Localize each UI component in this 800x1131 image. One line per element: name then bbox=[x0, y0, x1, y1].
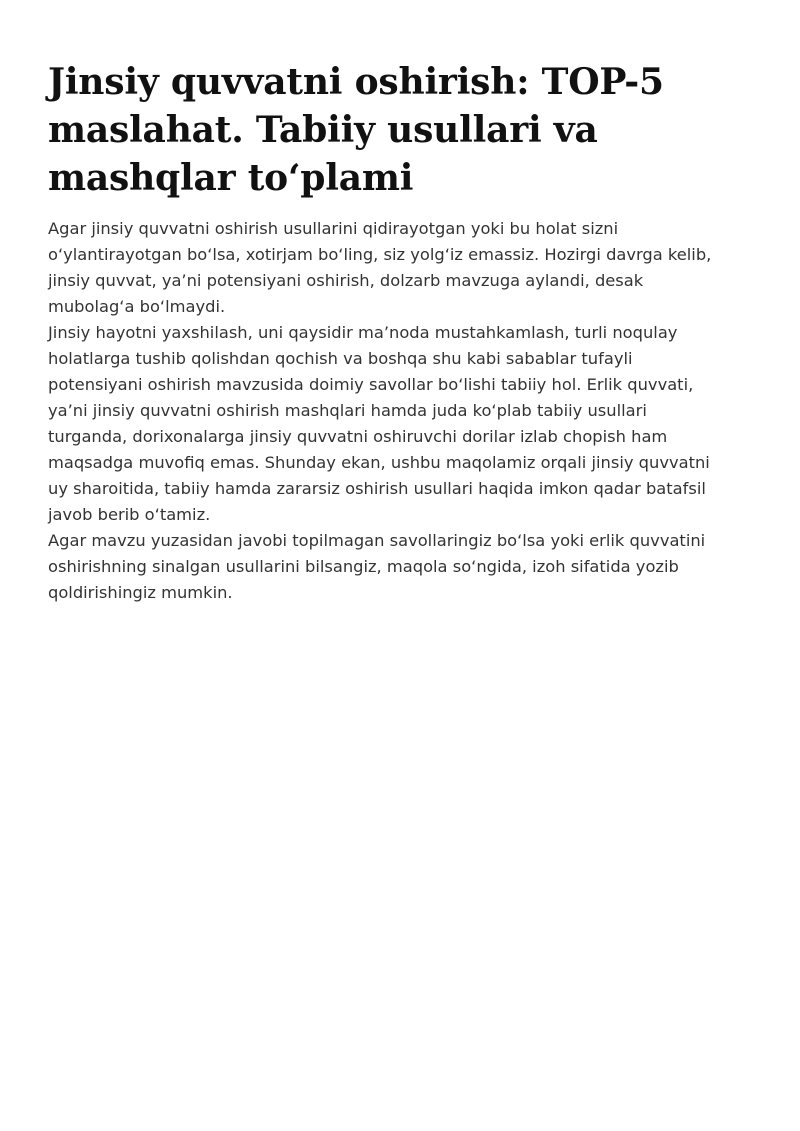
article-title: Jinsiy quvvatni oshirish: TOP-5 maslahat. Tabiiy usullari va mashqlar to‘plami bbox=[48, 61, 664, 199]
article-paragraph-2: Jinsiy hayotni yaxshilash, uni qaysidir ma’noda mustahkamlash, turli noqulay holatlarga tushib qolishdan qochish va boshqa shu kabi sabablar tufayli potensiyani oshirish mavzusida doimiy savollar bo‘lishi tabiiy hol. Erlik quvvati, ya’ni jinsiy quvvatni oshirish mashqlari hamda juda ko‘plab tabiiy usullari turganda, dorixonalarga jinsiy quvvatni oshiruvchi dorilar izlab chopish ham maqsadga muvofiq emas. Shunday ekan, ushbu maqolamiz orqali jinsiy quvvatni uy sharoitida, tabiiy hamda zararsiz oshirish usullari haqida imkon qadar batafsil javob berib o‘tamiz. bbox=[48, 323, 710, 524]
article-paragraph-1: Agar jinsiy quvvatni oshirish usullarini qidirayotgan yoki bu holat sizni o‘ylantirayotgan bo‘lsa, xotirjam bo‘ling, siz yolg‘iz emassiz. Hozirgi davrga kelib, jinsiy quvvat, ya’ni potensiyani oshirish, dolzarb mavzuga aylandi, desak mubolag‘a bo‘lmaydi. bbox=[48, 219, 712, 316]
article bbox=[48, 58, 728, 606]
article-paragraph-3: Agar mavzu yuzasidan javobi topilmagan savollaringiz bo‘lsa yoki erlik quvvatini oshirishning sinalgan usullarini bilsangiz, maqola so‘ngida, izoh sifatida yozib qoldirishingiz mumkin. bbox=[48, 531, 706, 602]
